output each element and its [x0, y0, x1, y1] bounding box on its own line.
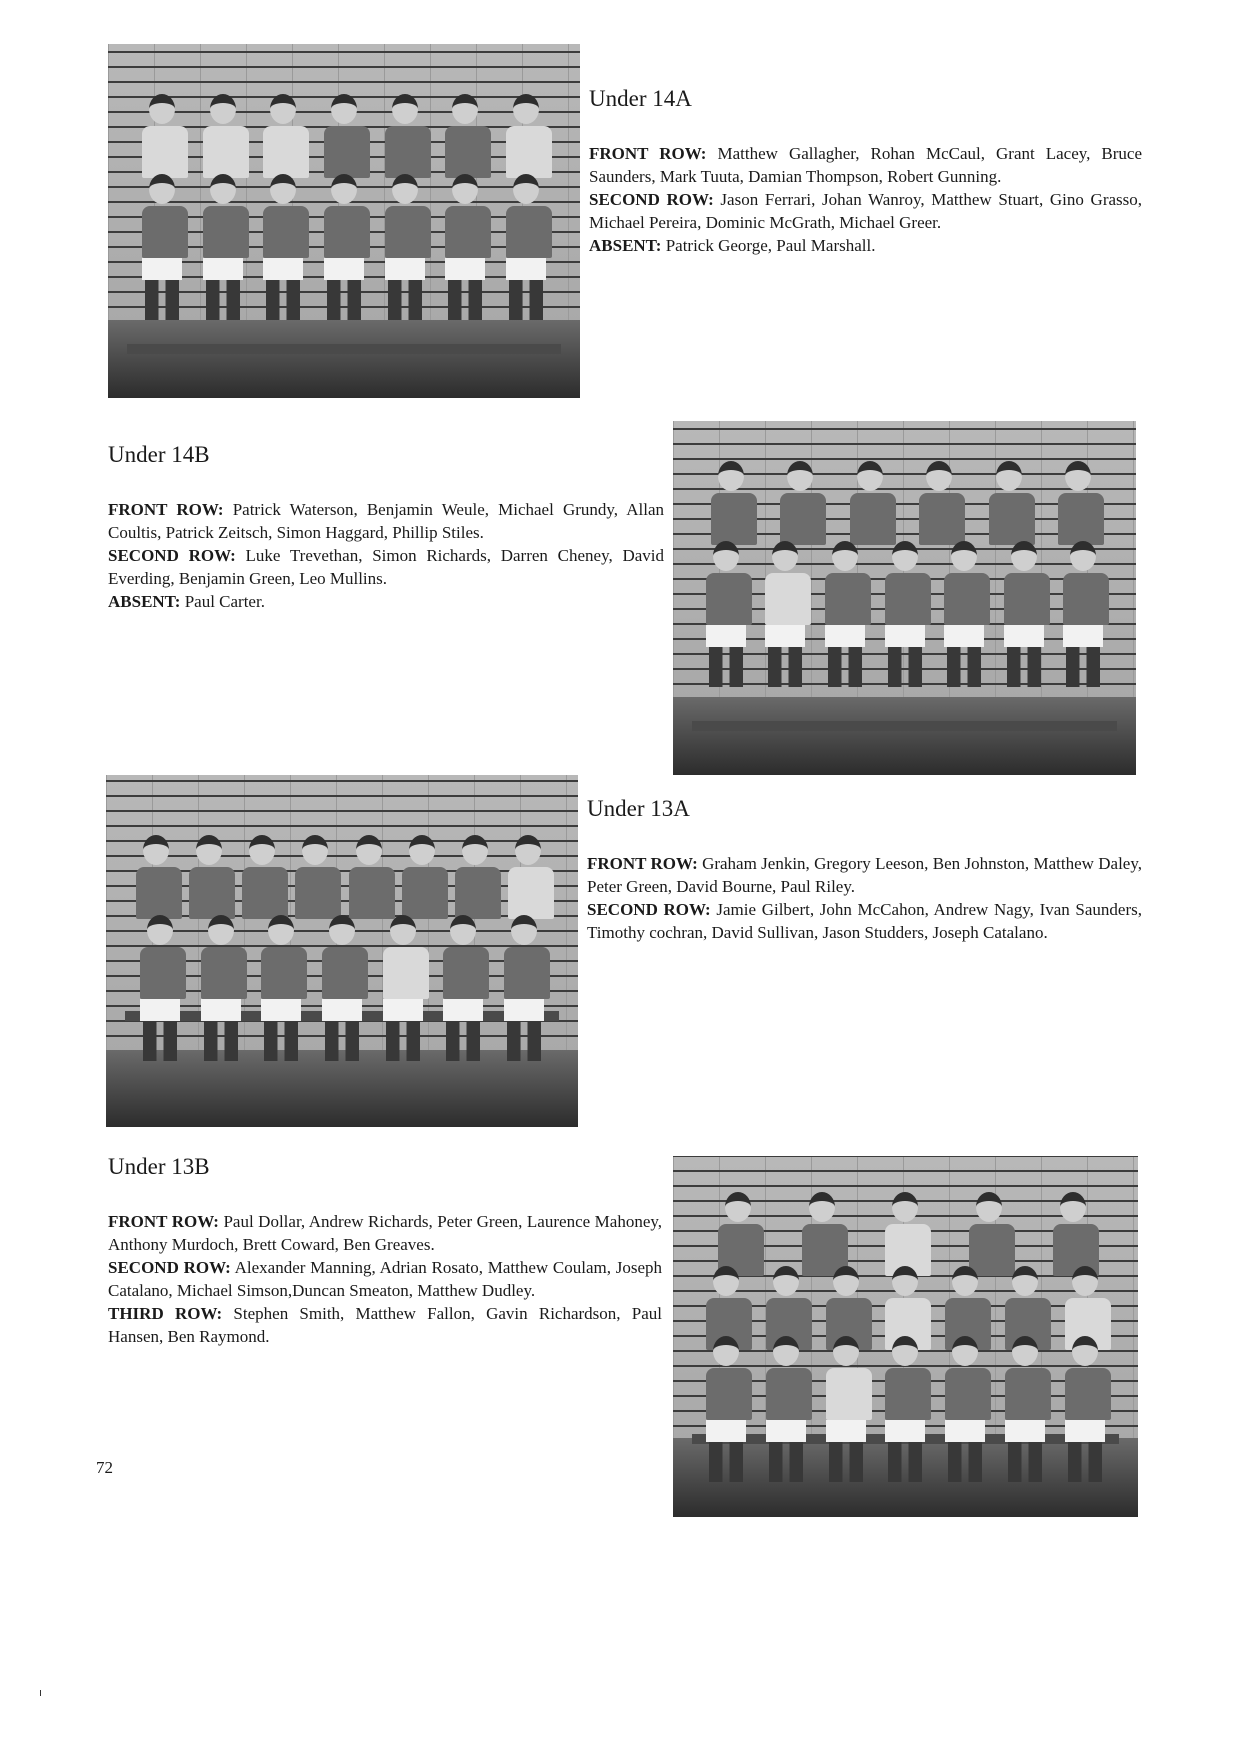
- page-number: 72: [96, 1458, 113, 1477]
- row-names: Paul Carter.: [184, 592, 265, 611]
- section-title: Under 14A: [589, 86, 692, 111]
- row-label: SECOND ROW:: [589, 190, 714, 209]
- section-title: Under 13B: [108, 1154, 210, 1179]
- row-names: Patrick George, Paul Marshall.: [665, 236, 876, 255]
- row-names: Patrick Waterson, Benjamin Weule, Michael Grundy, Allan Coultis, Patrick Zeitsch, Simon Haggard, Phillip Stiles.: [108, 500, 664, 542]
- team-photo-under-13a: [106, 775, 578, 1127]
- row-names: Alexander Manning, Adrian Rosato, Matthew Coulam, Joseph Catalano, Michael Simson,Duncan Smeaton, Matthew Dudley.: [108, 1258, 663, 1300]
- row-label: FRONT ROW:: [108, 1212, 219, 1231]
- row-label: ABSENT:: [108, 592, 181, 611]
- row-names: Jason Ferrari, Johan Wanroy, Matthew Stuart, Gino Grasso, Michael Pereira, Dominic McGrath, Michael Greer.: [589, 190, 1143, 232]
- row-names: Luke Trevethan, Simon Richards, Darren Cheney, David Everding, Benjamin Green, Leo Mullins.: [108, 546, 665, 588]
- print-speck: [40, 1690, 41, 1696]
- row-label: THIRD ROW:: [108, 1304, 223, 1323]
- row-label: FRONT ROW:: [108, 500, 224, 519]
- team-photo-under-14a: [108, 44, 580, 398]
- row-label: FRONT ROW:: [589, 144, 707, 163]
- section-title: Under 13A: [587, 796, 690, 821]
- row-names: Stephen Smith, Matthew Fallon, Gavin Richardson, Paul Hansen, Ben Raymond.: [108, 1304, 662, 1346]
- team-list-under-14b: [108, 498, 664, 613]
- row-label: SECOND ROW:: [108, 546, 236, 565]
- row-label: SECOND ROW:: [108, 1258, 231, 1277]
- row-label: FRONT ROW:: [587, 854, 698, 873]
- team-list-under-14a: [589, 142, 1142, 257]
- team-photo-under-13b: [673, 1156, 1138, 1517]
- row-names: Graham Jenkin, Gregory Leeson, Ben Johnston, Matthew Daley, Peter Green, David Bourne, Paul Riley.: [587, 854, 1142, 896]
- row-label: SECOND ROW:: [587, 900, 711, 919]
- team-photo-under-14b: [673, 421, 1136, 775]
- row-label: ABSENT:: [589, 236, 662, 255]
- row-names: Jamie Gilbert, John McCahon, Andrew Nagy, Ivan Saunders, Timothy cochran, David Sullivan, Jason Studders, Joseph Catalano.: [587, 900, 1142, 942]
- row-names: Paul Dollar, Andrew Richards, Peter Green, Laurence Mahoney, Anthony Murdoch, Brett Coward, Ben Greaves.: [108, 1212, 663, 1254]
- section-title: Under 14B: [108, 442, 210, 467]
- row-names: Matthew Gallagher, Rohan McCaul, Grant Lacey, Bruce Saunders, Mark Tuuta, Damian Thompson, Robert Gunning.: [589, 144, 1143, 186]
- team-list-under-13b: [108, 1210, 662, 1348]
- team-list-under-13a: [587, 852, 1142, 944]
